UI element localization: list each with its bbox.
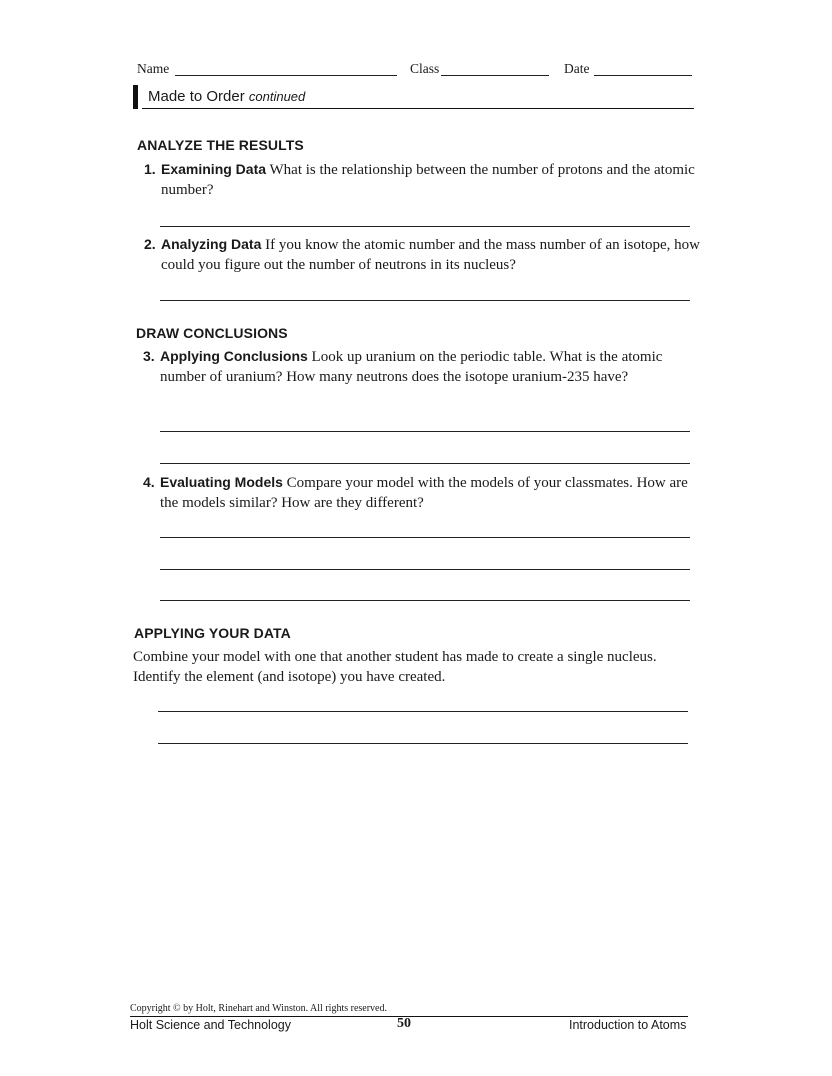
name-field-line[interactable] bbox=[175, 75, 397, 76]
answer-line-3a[interactable] bbox=[160, 431, 690, 432]
answer-line-5a[interactable] bbox=[158, 711, 688, 712]
footer-book-title: Holt Science and Technology bbox=[130, 1018, 291, 1032]
question-2-title: Analyzing Data bbox=[161, 236, 262, 252]
name-label: Name bbox=[137, 61, 170, 76]
date-label: Date bbox=[564, 61, 590, 76]
answer-line-1a[interactable] bbox=[160, 226, 690, 227]
title-main: Made to Order bbox=[148, 88, 245, 105]
question-4-number: 4. bbox=[143, 474, 155, 490]
applying-instructions: Combine your model with one that another student has made to create a single nucleus. Identify the element (and isotope) you have created. bbox=[133, 649, 657, 685]
question-3-number: 3. bbox=[143, 348, 155, 364]
question-1 bbox=[144, 159, 701, 200]
title-marker bbox=[133, 85, 138, 109]
section-analyze-heading: ANALYZE THE RESULTS bbox=[137, 137, 304, 153]
question-4-text: Compare your model with the models of your classmates. How are the models similar? How are they different? bbox=[160, 475, 688, 511]
question-3-text: Look up uranium on the periodic table. What is the atomic number of uranium? How many neutrons does the isotope uranium-235 have? bbox=[160, 349, 663, 385]
answer-line-4c[interactable] bbox=[160, 600, 690, 601]
title-rule bbox=[142, 108, 694, 109]
question-2-number: 2. bbox=[144, 236, 156, 252]
question-1-title: Examining Data bbox=[161, 161, 267, 177]
class-field-line[interactable] bbox=[441, 75, 549, 76]
section-draw-heading: DRAW CONCLUSIONS bbox=[136, 325, 288, 341]
answer-line-3b[interactable] bbox=[160, 463, 690, 464]
question-2-text: If you know the atomic number and the mass number of an isotope, how could you figure out the number of neutrons in its nucleus? bbox=[161, 237, 701, 273]
class-label: Class bbox=[410, 61, 440, 76]
title-suffix: continued bbox=[248, 89, 306, 104]
question-1-text: What is the relationship between the number of protons and the atomic number? bbox=[161, 162, 695, 198]
answer-line-4a[interactable] bbox=[160, 537, 690, 538]
question-4-title: Evaluating Models bbox=[160, 474, 283, 490]
footer-chapter-title: Introduction to Atoms bbox=[569, 1018, 687, 1032]
section-applying-heading: APPLYING YOUR DATA bbox=[134, 625, 291, 641]
question-3-title: Applying Conclusions bbox=[160, 348, 308, 364]
question-4 bbox=[143, 472, 695, 513]
answer-line-4b[interactable] bbox=[160, 569, 690, 570]
question-2 bbox=[144, 234, 701, 275]
page-number: 50 bbox=[397, 1016, 411, 1031]
question-1-number: 1. bbox=[144, 161, 156, 177]
answer-line-2a[interactable] bbox=[160, 300, 690, 301]
answer-line-5b[interactable] bbox=[158, 743, 688, 744]
copyright-notice: Copyright © by Holt, Rinehart and Winston. All rights reserved. bbox=[130, 1003, 387, 1014]
date-field-line[interactable] bbox=[594, 75, 692, 76]
question-3 bbox=[143, 346, 700, 387]
page-title bbox=[148, 88, 305, 105]
